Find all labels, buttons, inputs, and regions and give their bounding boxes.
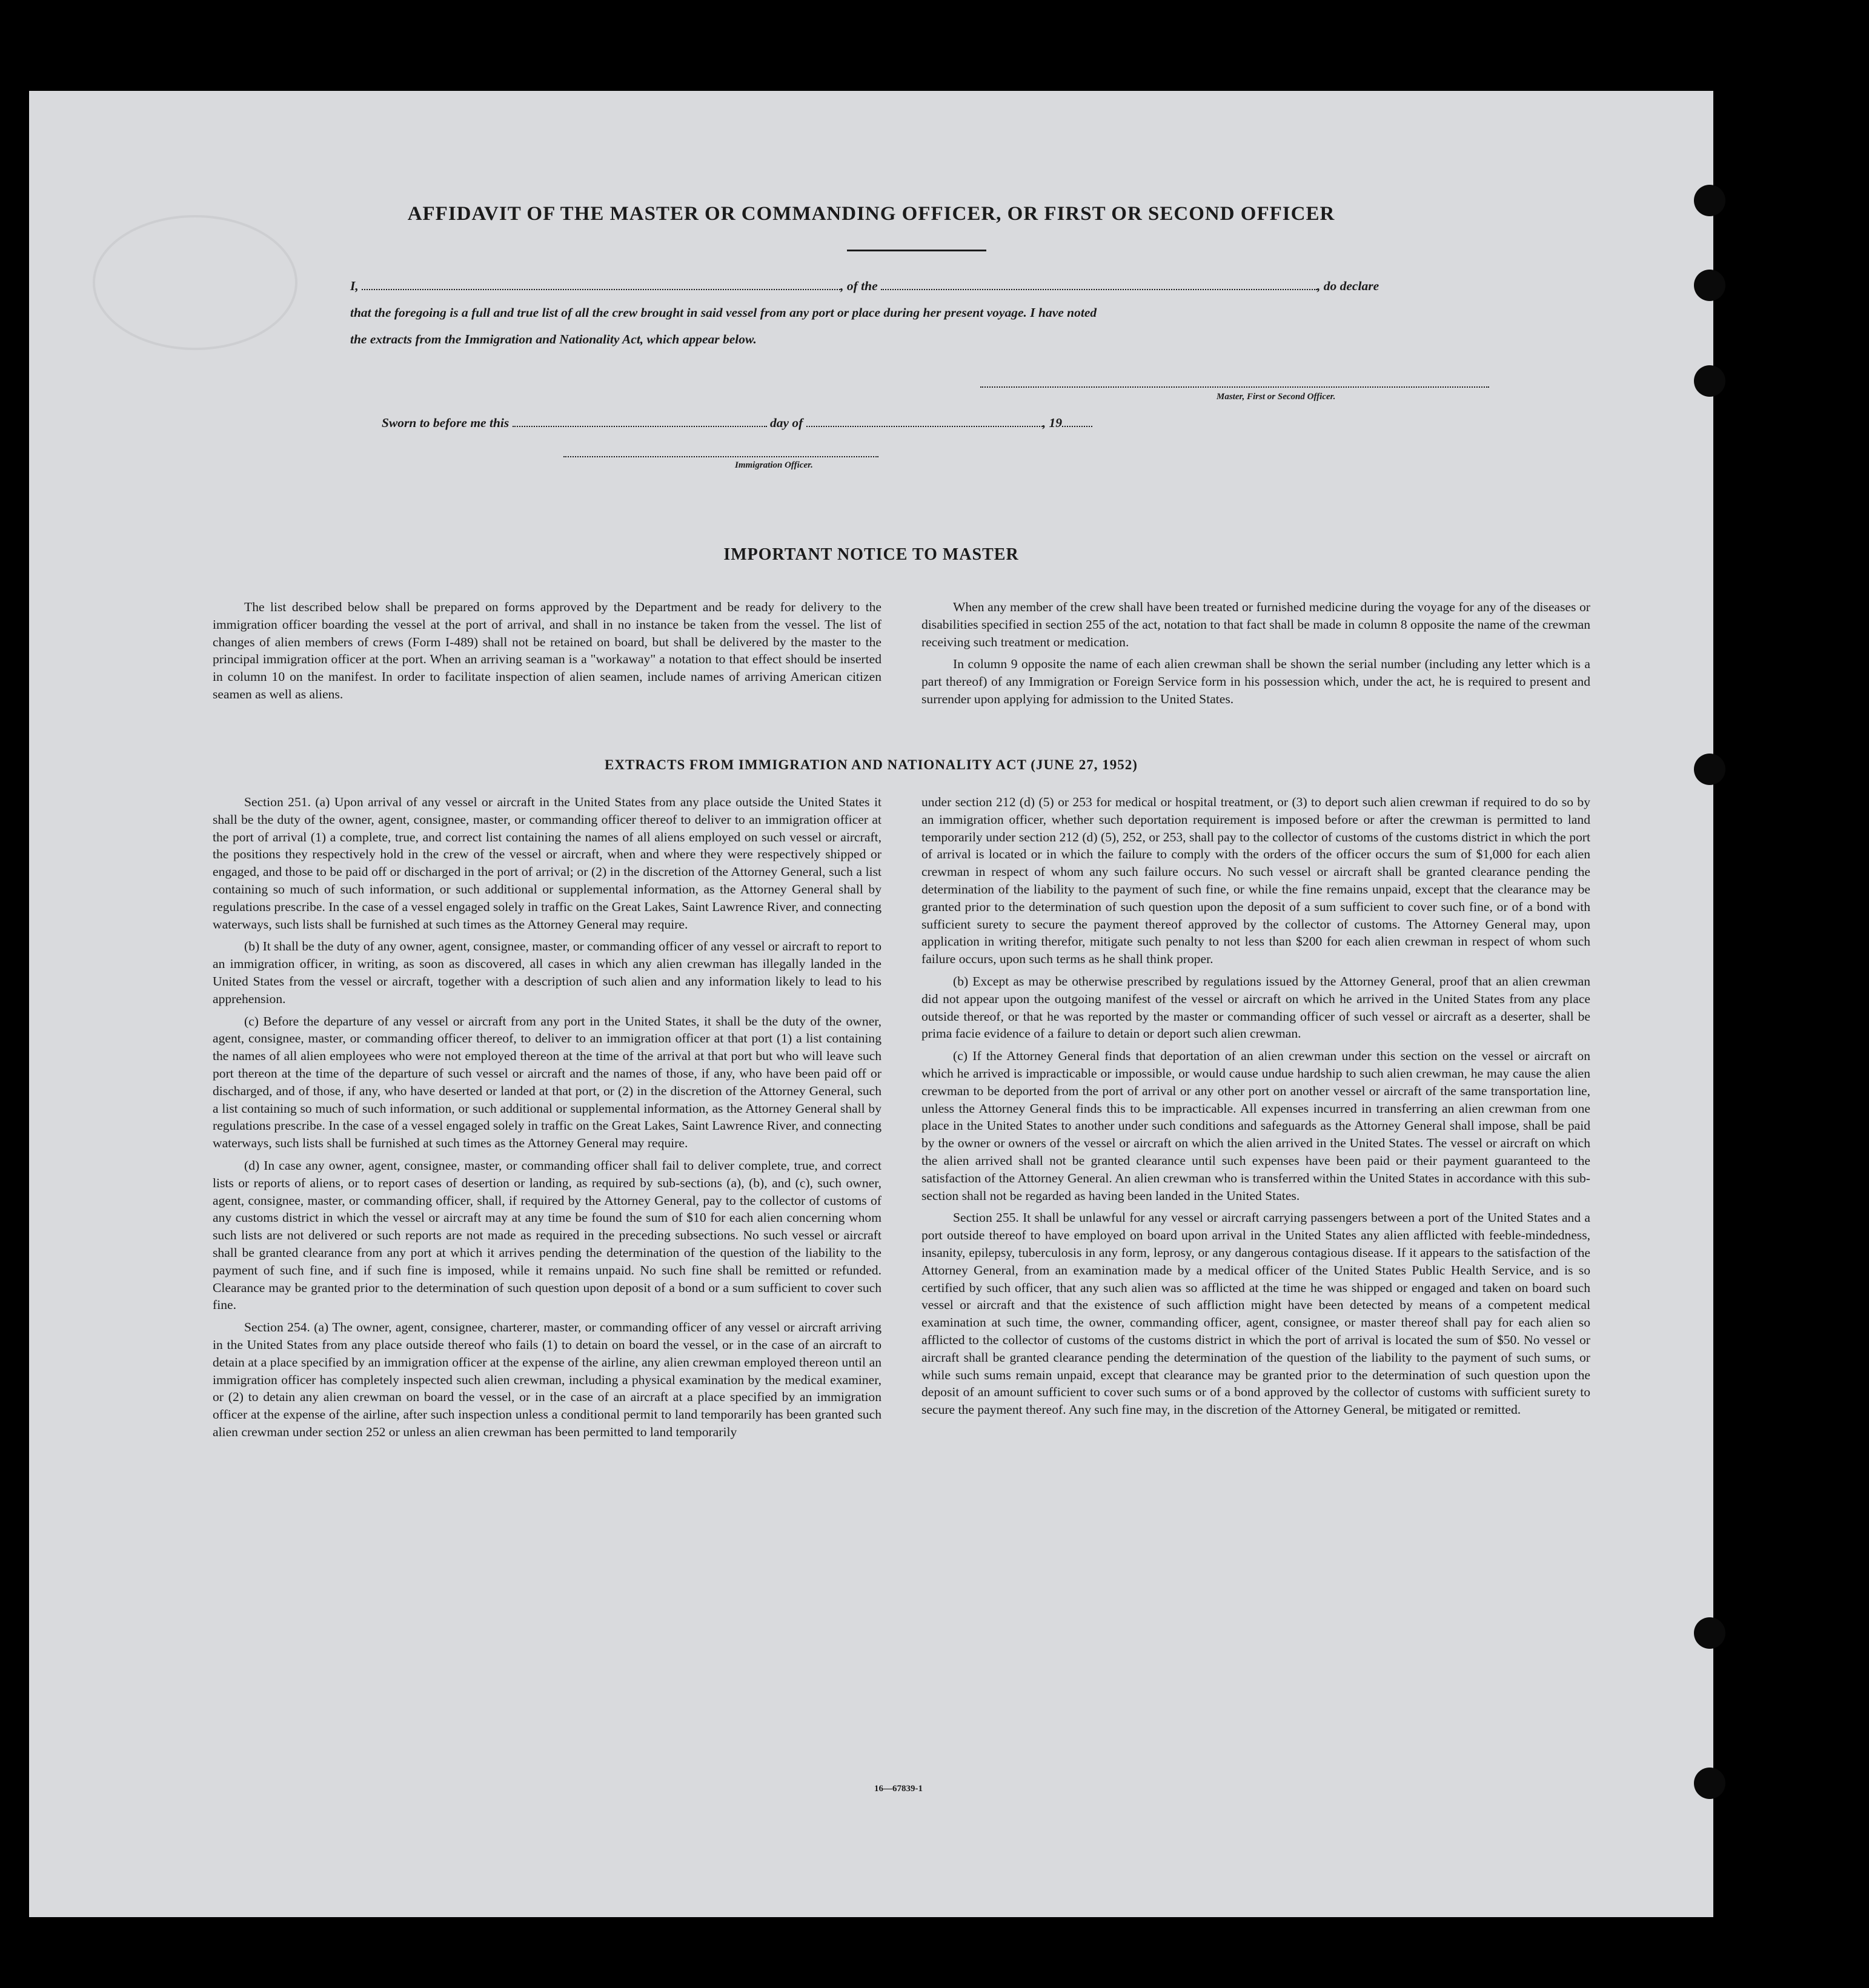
sworn-day-of: day of — [770, 416, 803, 430]
signature-line — [980, 386, 1489, 388]
notice-title: IMPORTANT NOTICE TO MASTER — [723, 545, 1019, 564]
binder-hole — [1694, 185, 1725, 216]
declaration-do-declare: , do declare — [1317, 279, 1379, 293]
declaration-of-the: , of the — [840, 279, 878, 293]
extracts-right-column — [921, 794, 1590, 1423]
section-254-c: (c) If the Attorney General finds that deportation of an alien crewman under this section on the vessel or aircraft on which he arrived is impracticable or impossible, or would cause undue hardship to such alien crewman, he may cause the alien crewman to be deported from the port of arrival or any other port on another vessel or aircraft of the same transportation line, unless the Attorney General finds this to be impracticable. All expenses incurred in transferring an alien crewman from one place in the United States to another under such conditions and safeguards as the Attorney General shall impose, shall be paid by the owner or owners of the vessel or aircraft on which the alien arrived in the United States. The vessel or aircraft on which the alien arrived shall not be granted clearance until such expenses have been paid or their payment guaranteed to the satisfaction of the Attorney General. An alien crewman who is transferred within the United States in accordance with this sub-section shall not be regarded as having been landed in the United States. — [921, 1049, 1590, 1203]
signature-label: Master, First or Second Officer. — [1217, 392, 1336, 402]
section-251-a: Section 251. (a) Upon arrival of any vessel or aircraft in the United States from any place outside the United States it shall be the duty of the owner, agent, consignee, master, or commanding officer thereof to deliver to an immigration officer at the port of arrival (1) a complete, true, and correct list containing the names of all aliens employed on such vessel or aircraft, the positions they respectively hold in the crew of the vessel or aircraft, when and where they were respectively shipped or engaged, and those to be paid off or discharged in the port of arrival; or (2) in the discretion of the Attorney General, such a list containing so much of such information, or such additional or supplemental information, as the Attorney General shall by regulations prescribe. In the case of a vessel engaged solely in traffic on the Great Lakes, Saint Lawrence River, and connecting waterways, such lists shall be furnished at such times as the Attorney General may require. — [213, 795, 881, 932]
notice-right-column — [921, 598, 1590, 713]
declaration-line-3: the extracts from the Immigration and Nationality Act, which appear below. — [350, 332, 757, 346]
immigration-officer-line — [563, 456, 878, 457]
sworn-text: Sworn to before me this — [382, 416, 510, 430]
sworn-year-blank — [1062, 414, 1092, 427]
notice-paragraph: In column 9 opposite the name of each alien crewman shall be shown the serial number (including any letter which is a part thereof) of any Immigration or Foreign Service form in his possession which, under the act, he is required to present and surrender upon applying for admission to the United States. — [921, 657, 1590, 706]
declaration-i: I, — [350, 279, 359, 293]
declaration-block — [350, 273, 1489, 353]
declaration-line-2: that the foregoing is a full and true list of all the crew brought in said vessel from any port or place during her present voyage. I have noted — [350, 305, 1097, 320]
notice-paragraph: When any member of the crew shall have been treated or furnished medicine during the voyage for any of the diseases or disabilities specified in section 255 of the act, notation to that fact shall be made in column 8 opposite the name of the crewman receiving such treatment or medication. — [921, 600, 1590, 649]
extracts-title: EXTRACTS FROM IMMIGRATION AND NATIONALITY ACT (JUNE 27, 1952) — [605, 757, 1138, 772]
notice-left-column — [213, 598, 881, 708]
section-254-a-continued: under section 212 (d) (5) or 253 for medical or hospital treatment, or (3) to deport such alien crewman if required to do so by an immigration officer, whether such deportation requirement is imposed before or after the crewman is permitted to land temporarily under section 212 (d) (5), 252, or 253, shall pay to the collector of customs of the customs district in which the port of arrival is located or in which the failure to comply with the orders of the officer occurs the sum of $1,000 for each alien crewman in respect of whom any such failure occurs. No such vessel or aircraft shall be granted clearance pending the determination of the liability to the payment of such fine, or while the fine remains unpaid, except that the clearance may be granted prior to the determination of such question upon the deposit of a sum sufficient to cover such fine, or of a bond with sufficient surety to secure the payment thereof approved by the collector of customs. The Attorney General may, upon application in writing therefor, mitigate such penalty to not less than $200 for each alien crewman in respect of whom such failure occurs, upon such terms as he shall think proper. — [921, 795, 1590, 967]
form-number: 16—67839-1 — [874, 1784, 923, 1794]
vessel-blank — [881, 277, 1317, 290]
section-251-c: (c) Before the departure of any vessel or aircraft from any port in the United States, it shall be the duty of the owner, agent, consignee, master, or commanding officer thereof, to deliver to an immigration officer at that port (1) a list containing the names of all alien employees who were not employed thereon at the time of the arrival at that port but who will leave such port thereon at the time of the departure of such vessel or aircraft and the names of those, if any, who have been paid off or discharged, and of those, if any, who have deserted or landed at that port, or (2) in the discretion of the Attorney General, such a list containing so much of such information, or such additional or supplemental information, as the Attorney General shall by regulations prescribe. In the case of a vessel engaged solely in traffic on the Great Lakes, Saint Lawrence River, and connecting waterways, such lists shall be furnished at such times as the Attorney General may require. — [213, 1013, 881, 1151]
binder-hole — [1694, 754, 1725, 785]
faded-stamp-seal — [93, 215, 297, 350]
sworn-month-blank — [806, 414, 1043, 427]
section-254-b: (b) Except as may be otherwise prescribed by regulations issued by the Attorney General, proof that an alien crewman did not appear upon the outgoing manifest of the vessel or aircraft on which he arrived in the United States from any place outside thereof, or that he was reported by the master or commanding officer of such vessel or aircraft as a deserter, shall be prima facie evidence of a failure to detain or deport such alien crewman. — [921, 973, 1590, 1041]
sworn-year: , 19 — [1042, 416, 1062, 430]
extracts-left-column — [213, 794, 881, 1446]
notice-paragraph: The list described below shall be prepared on forms approved by the Department and be ready for delivery to the immigration officer boarding the vessel at the port of arrival, and shall in no instance be taken from the vessel. The list of changes of alien members of crews (Form I-489) shall not be retained on board, but shall be delivered by the master to the principal immigration officer at the port. When an arriving seaman is a "workaway" a notation to that effect should be inserted in column 10 on the manifest. In order to facilitate inspection of alien seamen, include names of arriving American citizen seamen as well as aliens. — [213, 600, 881, 701]
heading-rule — [847, 250, 986, 251]
section-254-a: Section 254. (a) The owner, agent, consignee, charterer, master, or commanding officer of any vessel or aircraft arriving in the United States from any place outside thereof who fails (1) to detain on board the vessel, or in the case of an aircraft to detain at a place specified by an immigration officer at the expense of the airline, any alien crewman employed thereon until an immigration officer has completely inspected such alien crewman, including a physical examination by the medical examiner, or (2) to detain any alien crewman on board the vessel, or in the case of an aircraft at a place specified by an immigration officer at the expense of the airline, after such inspection unless a conditional permit to land temporarily has been granted such alien crewman under section 252 or unless an alien crewman has been permitted to land temporarily — [213, 1320, 881, 1439]
sworn-line — [382, 414, 1092, 431]
binder-hole — [1694, 1768, 1725, 1799]
binder-hole — [1694, 270, 1725, 301]
immigration-officer-label: Immigration Officer. — [735, 460, 813, 470]
name-blank — [362, 277, 840, 290]
binder-hole — [1694, 1617, 1725, 1649]
section-251-d: (d) In case any owner, agent, consignee, master, or commanding officer shall fail to deliver complete, true, and correct lists or reports of aliens, or to report cases of desertion or landing, as required by sub-sections (a), (b), and (c), such owner, agent, consignee, master, or commanding officer, shall, if required by the Attorney General, pay to the collector of customs of any customs district in which the vessel or aircraft may at any time be found the sum of $10 for each alien concerning whom such lists are not delivered or such reports are not made as required in the preceding subsections. No such vessel or aircraft shall be granted clearance from any port at which it arrives pending the determination of the question of the liability to the payment of such fine, and if such fine is imposed, while it remains unpaid. No such fine shall be remitted or refunded. Clearance may be granted prior to the determination of such question upon deposit of a bond or a sum sufficient to cover such fine. — [213, 1158, 881, 1313]
document-page — [29, 91, 1713, 1917]
affidavit-heading: AFFIDAVIT OF THE MASTER OR COMMANDING OFFICER, OR FIRST OR SECOND OFFICER — [407, 203, 1335, 225]
binder-hole — [1694, 365, 1725, 397]
section-255: Section 255. It shall be unlawful for any vessel or aircraft carrying passengers between a port of the United States and a port outside thereof to have employed on board upon arrival in the United States any alien afflicted with feeble-mindedness, insanity, epilepsy, tuberculosis in any form, leprosy, or any dangerous contagious disease. If it appears to the satisfaction of the Attorney General, from an examination made by a medical officer of the United States Public Health Service, and is so certified by such officer, that any such alien was so afflicted at the time he was shipped or engaged and taken on board such vessel or aircraft and that the existence of such affliction might have been detected by means of a competent medical examination at such time, the owner, commanding officer, agent, consignee, or master thereof shall pay for each alien so afflicted to the collector of customs of the customs district in which the port of arrival is located the sum of $50. No vessel or aircraft shall be granted clearance pending the determination of the question of the liability to the payment of such sums, or while such sums remain unpaid, except that clearance may be granted prior to the determination of such question upon the deposit of an amount sufficient to cover such sums or of a bond approved by the collector of customs with sufficient surety to secure the payment thereof. Any such fine may, in the discretion of the Attorney General, be mitigated or remitted. — [921, 1210, 1590, 1417]
section-251-b: (b) It shall be the duty of any owner, agent, consignee, master, or commanding officer of any vessel or aircraft to report to an immigration officer, in writing, as soon as discovered, all cases in which any alien crewman has illegally landed in the United States from the vessel or aircraft, together with a description of such alien and any information likely to lead to his apprehension. — [213, 939, 882, 1006]
sworn-day-blank — [513, 414, 767, 427]
